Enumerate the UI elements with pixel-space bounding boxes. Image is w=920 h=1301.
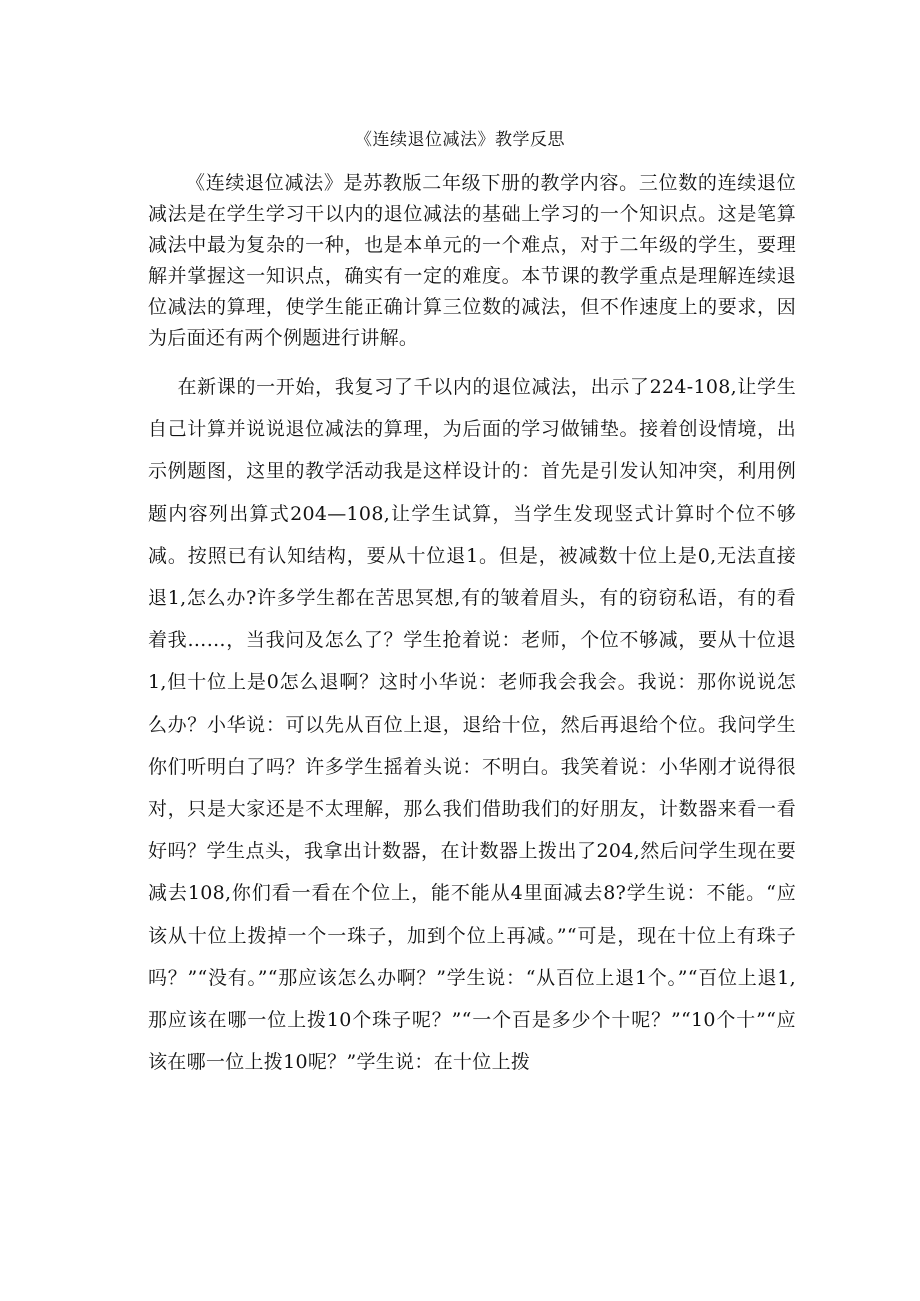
document-body: [148, 168, 796, 1083]
paragraph-intro: 《连续退位减法》是苏教版二年级下册的教学内容。三位数的连续退位减法是在学生学习干以内的退位减法的基础上学习的一个知识点。这是笔算减法中最为复杂的一种，也是本单元的一个难点，对于二年级的学生，要理解并掌握这一知识点，确实有一定的难度。本节课的教学重点是理解连续退位减法的算理，使学生能正确计算三位数的减法，但不作速度上的要求，因为后面还有两个例题进行讲解。: [148, 172, 796, 349]
document-title: 《连续退位减法》教学反思: [355, 130, 565, 150]
paragraph-lesson: 在新课的一开始，我复习了千以内的退位减法，出示了224-108,让学生自己计算并说说退位减法的算理，为后面的学习做铺垫。接着创设情境，出示例题图，这里的教学活动我是这样设计的：首先是引发认知冲突，利用例题内容列出算式204—108,让学生试算，当学生发现竖式计算时个位不够减。按照已有认知结构，要从十位退1。但是，被减数十位上是0,无法直接退1,怎么办?许多学生都在苦思冥想,有的皱着眉头，有的窃窃私语，有的看着我……，当我问及怎么了？学生抢着说：老师，个位不够减，要从十位退1,但十位上是0怎么退啊？这时小华说：老师我会我会。我说：那你说说怎么办？小华说：可以先从百位上退，退给十位，然后再退给个位。我问学生你们听明白了吗？许多学生摇着头说：不明白。我笑着说：小华刚才说得很对，只是大家还是不太理解，那么我们借助我们的好朋友，计数器来看一看好吗？学生点头，我拿出计数器，在计数器上拨出了204,然后问学生现在要减去108,你们看一看在个位上，能不能从4里面减去8?学生说：不能。“应该从十位上拨掉一个一珠子，加到个位上再减。”“可是，现在十位上有珠子吗？”“没有。”“那应该怎么办啊？”学生说：“从百位上退1个。”“百位上退1,那应该在哪一位上拨10个珠子呢？”“一个百是多少个十呢？”“10个十”“应该在哪一位上拨10呢？”学生说：在十位上拨: [148, 376, 796, 1074]
